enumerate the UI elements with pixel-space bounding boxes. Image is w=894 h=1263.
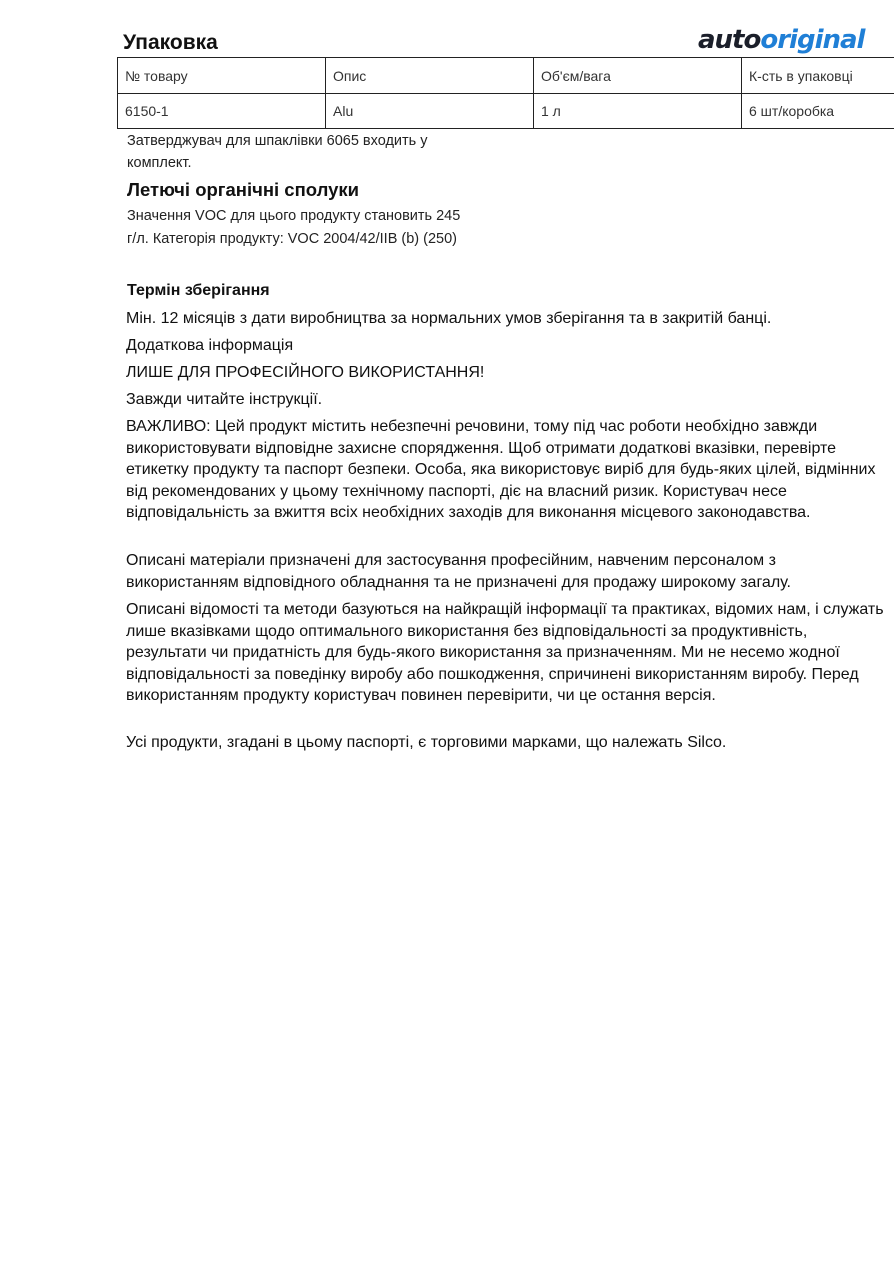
table-row	[118, 94, 894, 129]
logo-part-original: original	[760, 25, 865, 55]
header-item-number: № товару	[118, 58, 326, 94]
storage-text: Мін. 12 місяців з дати виробництва за нормальних умов зберігання та в закритій банці.	[126, 310, 772, 327]
packaging-table	[117, 57, 894, 129]
hardener-note: Затверджувач для шпаклівки 6065 входить у комплект.	[127, 133, 428, 171]
section-title: Упаковка	[123, 31, 218, 54]
materials-paragraph: Описані матеріали призначені для застосування професійним, навченим персоналом з використанням відповідного обладнання та не призначені для продажу широкому загалу.	[126, 552, 791, 591]
cell-description: Alu	[326, 94, 534, 129]
cell-pack-quantity: 6 шт/коробка	[742, 94, 894, 129]
voc-text: Значення VOC для цього продукту становить 245 г/л. Категорія продукту: VOC 2004/42/IIB (b) (250)	[127, 208, 461, 247]
read-instructions-text: Завжди читайте інструкції.	[126, 391, 323, 408]
cell-volume-weight: 1 л	[534, 94, 742, 129]
header-pack-quantity: К-сть в упаковці	[742, 58, 894, 94]
storage-heading: Термін зберігання	[127, 282, 270, 299]
logo-part-auto: auto	[698, 25, 761, 55]
header-description: Опис	[326, 58, 534, 94]
autooriginal-logo	[694, 27, 868, 53]
methods-paragraph: Описані відомості та методи базуються на найкращій інформації та практиках, відомих нам, і служать лише вказівками щодо оптимального використання без відповідальності за продуктивність, результати чи придатність для будь-якого використання за призначенням. Ми не несемо жодної відповідальності за поведінку виробу або пошкодження, спричинені використанням виробу. Перед використанням продукту користувач повинен перевірити, чи це остання версія.	[126, 601, 884, 704]
important-paragraph: ВАЖЛИВО: Цей продукт містить небезпечні речовини, тому під час роботи необхідно завжди використовувати відповідне захисне спорядження. Щоб отримати додаткові вказівки, перевірте етикетку продукту та паспорт безпеки. Особа, яка використовує виріб для будь-яких цілей, відмінних від рекомендованих у цьому технічному паспорті, діє на власний ризик. Користувач несе відповідальність за вжиття всіх необхідних заходів для виконання місцевого законодавства.	[126, 418, 876, 521]
professional-use-text: ЛИШЕ ДЛЯ ПРОФЕСІЙНОГО ВИКОРИСТАННЯ!	[126, 364, 485, 381]
voc-heading: Летючі органічні сполуки	[127, 179, 360, 200]
additional-heading: Додаткова інформація	[126, 337, 294, 354]
trademarks-paragraph: Усі продукти, згадані в цьому паспорті, є торговими марками, що належать Silco.	[126, 734, 727, 751]
cell-item-number: 6150-1	[118, 94, 326, 129]
table-header-row	[118, 58, 894, 94]
header-volume-weight: Об'єм/вага	[534, 58, 742, 94]
